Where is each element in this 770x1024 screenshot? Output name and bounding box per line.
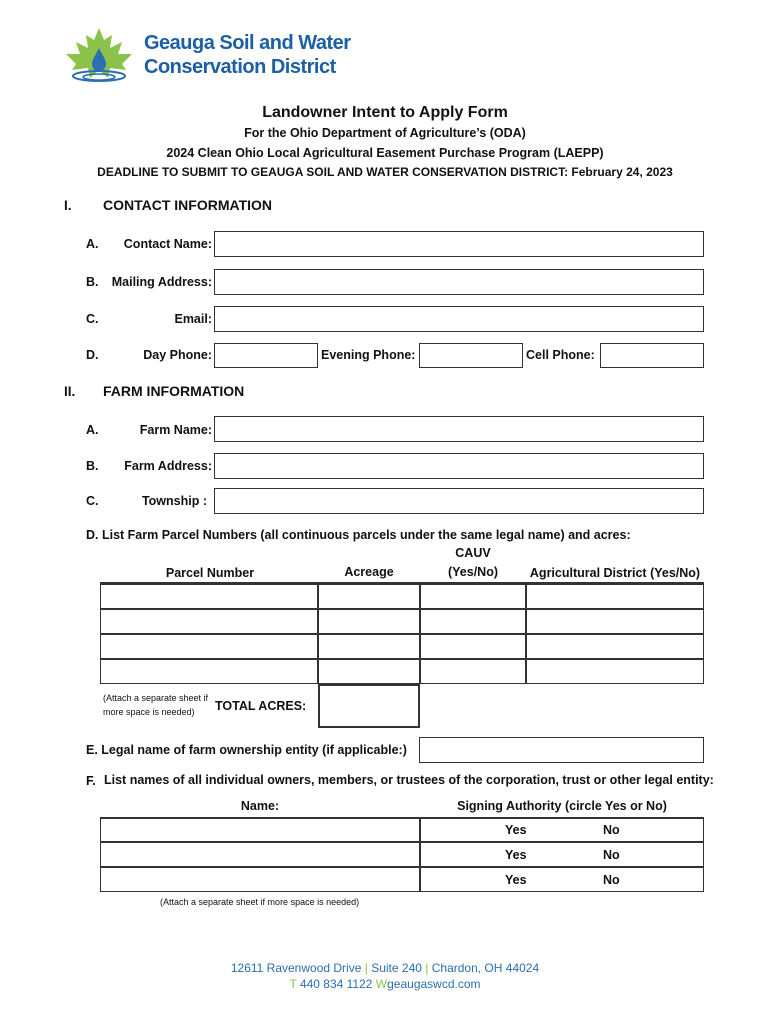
day-phone-label: Day Phone: [143, 348, 212, 362]
yes-option[interactable]: Yes [505, 823, 527, 837]
email-label: Email: [174, 312, 212, 326]
footer-city: Chardon, OH 44024 [431, 961, 540, 975]
phone-letter: D. [86, 348, 99, 362]
cauv-header-bottom: (Yes/No) [447, 565, 498, 579]
section-2-title: FARM INFORMATION [103, 383, 245, 399]
legal-name-field[interactable] [419, 737, 704, 763]
township-label: Township : [141, 494, 207, 508]
cauv-cell[interactable] [420, 609, 526, 634]
footer-address [0, 961, 770, 975]
parcel-attach-note-2: more space is needed) [103, 707, 195, 717]
acreage-cell[interactable] [318, 584, 420, 609]
footer-phone: 440 834 1122 [299, 977, 373, 991]
ag-district-header: Agricultural District (Yes/No) [529, 566, 701, 580]
owners-letter: F. [86, 774, 96, 788]
owner-name-cell[interactable] [100, 867, 420, 892]
yes-option[interactable]: Yes [505, 873, 527, 887]
section-1-numeral: I. [64, 198, 72, 213]
cell-phone-label: Cell Phone: [526, 348, 595, 362]
footer-separator: | [364, 961, 368, 975]
footer-phone-prefix: T [289, 977, 297, 991]
farm-address-field[interactable] [214, 453, 704, 479]
parcel-attach-note-1: (Attach a separate sheet if [103, 693, 209, 703]
email-field[interactable] [214, 306, 704, 332]
signing-cell [420, 867, 704, 892]
yes-option[interactable]: Yes [505, 848, 527, 862]
ag-district-cell[interactable] [526, 659, 704, 684]
parcel-table [100, 584, 704, 684]
farm-name-field[interactable] [214, 416, 704, 442]
no-option[interactable]: No [603, 873, 620, 887]
parcel-list-instruction: D. List Farm Parcel Numbers (all continuous parcels under the same legal name) and acres: [86, 528, 631, 542]
contact-name-label: Contact Name: [123, 237, 212, 251]
cauv-cell[interactable] [420, 634, 526, 659]
total-acres-field[interactable] [318, 684, 420, 728]
logo [62, 26, 351, 86]
parcel-number-cell[interactable] [100, 609, 318, 634]
parcel-number-header: Parcel Number [165, 566, 255, 580]
email-letter: C. [86, 312, 99, 326]
acreage-cell[interactable] [318, 634, 420, 659]
footer-web-prefix: W [375, 977, 388, 991]
section-2-numeral: II. [64, 384, 76, 399]
owner-name-header: Name: [240, 799, 280, 813]
ag-district-cell[interactable] [526, 609, 704, 634]
footer-separator: | [425, 961, 429, 975]
ag-district-cell[interactable] [526, 584, 704, 609]
mailing-address-field[interactable] [214, 269, 704, 295]
no-option[interactable]: No [603, 848, 620, 862]
maple-leaf-water-drop-icon [62, 26, 136, 86]
owner-name-cell[interactable] [100, 817, 420, 842]
township-field[interactable] [214, 488, 704, 514]
farm-name-letter: A. [86, 423, 99, 437]
footer-contact [0, 977, 770, 991]
section-1-title: CONTACT INFORMATION [103, 197, 273, 213]
acreage-cell[interactable] [318, 659, 420, 684]
signing-cell [420, 817, 704, 842]
no-option[interactable]: No [603, 823, 620, 837]
ag-district-cell[interactable] [526, 634, 704, 659]
contact-name-letter: A. [86, 237, 99, 251]
contact-name-field[interactable] [214, 231, 704, 257]
cauv-header-top: CAUV [455, 546, 491, 560]
acreage-cell[interactable] [318, 609, 420, 634]
farm-name-label: Farm Name: [139, 423, 212, 437]
mailing-address-label: Mailing Address: [111, 275, 212, 289]
legal-name-label: E. Legal name of farm ownership entity (if applicable:) [86, 743, 407, 757]
cell-phone-field[interactable] [600, 343, 704, 368]
farm-address-letter: B. [86, 459, 99, 473]
total-acres-label: TOTAL ACRES: [215, 699, 307, 713]
parcel-number-cell[interactable] [100, 659, 318, 684]
parcel-number-cell[interactable] [100, 634, 318, 659]
parcel-number-cell[interactable] [100, 584, 318, 609]
footer-street: 12611 Ravenwood Drive [230, 961, 362, 975]
footer-website[interactable]: geaugaswcd.com [387, 977, 481, 991]
township-letter: C. [86, 494, 99, 508]
footer-suite: Suite 240 [371, 961, 422, 975]
mailing-address-letter: B. [86, 275, 99, 289]
evening-phone-field[interactable] [419, 343, 523, 368]
signing-cell [420, 842, 704, 867]
header-line-2: 2024 Clean Ohio Local Agricultural Easement Purchase Program (LAEPP) [166, 146, 604, 160]
day-phone-field[interactable] [214, 343, 318, 368]
cauv-cell[interactable] [420, 584, 526, 609]
header-line-1: For the Ohio Department of Agriculture’s (ODA) [244, 126, 526, 140]
evening-phone-label: Evening Phone: [321, 348, 416, 362]
form-title: Landowner Intent to Apply Form [262, 104, 508, 121]
owner-name-cell[interactable] [100, 842, 420, 867]
owners-attach-note: (Attach a separate sheet if more space is needed) [160, 897, 360, 907]
owners-table [100, 817, 704, 893]
cauv-cell[interactable] [420, 659, 526, 684]
logo-line-2: Conservation District [144, 56, 336, 78]
header-deadline: DEADLINE TO SUBMIT TO GEAUGA SOIL AND WATER CONSERVATION DISTRICT: February 24, 2023 [97, 165, 673, 179]
logo-line-1: Geauga Soil and Water [144, 32, 351, 54]
signing-authority-header: Signing Authority (circle Yes or No) [457, 799, 667, 813]
owners-instruction: List names of all individual owners, members, or trustees of the corporation, trust or other legal entity: [104, 773, 714, 787]
farm-address-label: Farm Address: [124, 459, 212, 473]
acreage-header: Acreage [344, 565, 394, 579]
